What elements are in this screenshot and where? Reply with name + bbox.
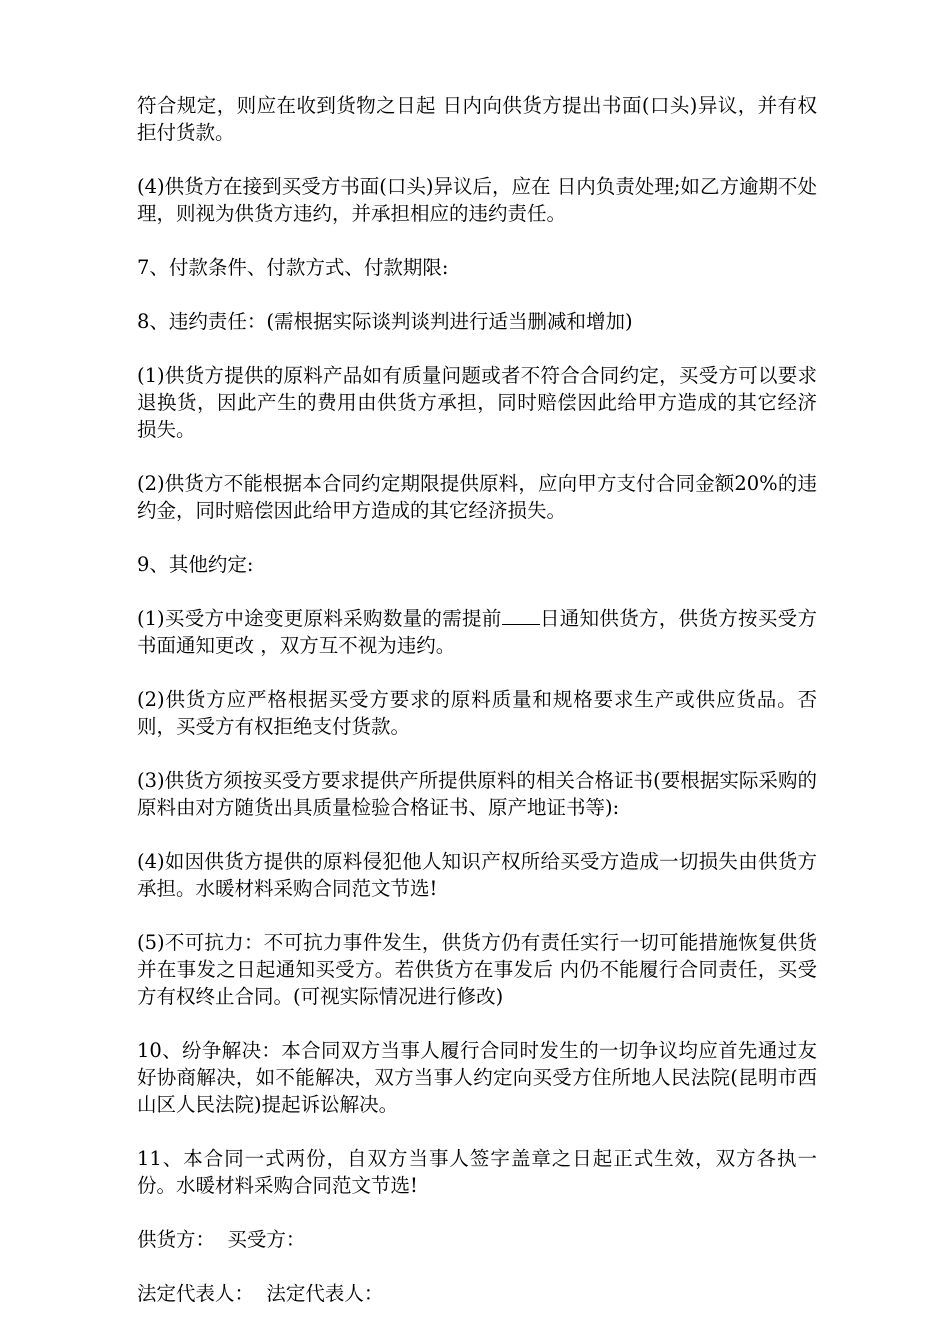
signature-parties-line [137, 1226, 817, 1253]
paragraph-dispute-resolution: 10、纷争解决：本合同双方当事人履行合同时发生的一切争议均应首先通过友好协商解决，如不能解决，双方当事人约定向买受方住所地人民法院(昆明市西山区人民法院)提起诉讼解决。 [137, 1039, 817, 1116]
paragraph-other-1 [137, 605, 817, 659]
heading-breach-liability: 8、违约责任：(需根据实际谈判谈判进行适当删减和增加) [137, 310, 633, 333]
clause-1-text-after: 日通知供货方，供货方按买受方书面通知更改 ，双方互不视为违约。 [137, 607, 817, 657]
document-page [137, 92, 817, 1334]
blank-days-field [502, 606, 540, 625]
paragraph-breach-1: (1)供货方提供的原料产品如有质量问题或者不符合合同约定，买受方可以要求退换货，因此产生的费用由供货方承担，同时赔偿因此给甲方造成的其它经济损失。 [137, 364, 817, 441]
paragraph-breach-2: (2)供货方不能根据本合同约定期限提供原料，应向甲方支付合同金额20%的违约金，同时赔偿因此给甲方造成的其它经济损失。 [137, 472, 817, 522]
paragraph-other-4: (4)如因供货方提供的原料侵犯他人知识产权所给买受方造成一切损失由供货方承担。水暖材料采购合同范文节选! [137, 850, 817, 900]
paragraph-clause-4-handling: (4)供货方在接到买受方书面(口头)异议后，应在 日内负责处理;如乙方逾期不处理，则视为供货方违约，并承担相应的违约责任。 [137, 175, 817, 225]
paragraph-copies-effect: 11、本合同一式两份，自双方当事人签字盖章之日起正式生效，双方各执一份。水暖材料采购合同范文节选! [137, 1147, 817, 1197]
heading-other-agreements: 9、其他约定: [137, 553, 254, 576]
paragraph-acceptance-objection: 符合规定，则应在收到货物之日起 日内向供货方提出书面(口头)异议，并有权拒付货款。 [137, 94, 817, 144]
buyer-rep-label: 法定代表人： [266, 1282, 384, 1305]
clause-1-text-before: (1)买受方中途变更原料采购数量的需提前 [137, 607, 502, 630]
buyer-label: 买受方： [227, 1228, 306, 1251]
supplier-rep-label: 法定代表人： [137, 1282, 255, 1305]
paragraph-other-3: (3)供货方须按买受方要求提供产所提供原料的相关合格证书(要根据实际采购的原料由对方随货出具质量检验合格证书、原产地证书等): [137, 769, 817, 819]
heading-payment-terms: 7、付款条件、付款方式、付款期限: [137, 256, 449, 279]
signature-representatives-line [137, 1280, 817, 1307]
paragraph-other-2: (2)供货方应严格根据买受方要求的原料质量和规格要求生产或供应货品。否则，买受方有权拒绝支付货款。 [137, 688, 817, 738]
supplier-label: 供货方： [137, 1228, 216, 1251]
paragraph-force-majeure: (5)不可抗力：不可抗力事件发生，供货方仍有责任实行一切可能措施恢复供货并在事发之日起通知买受方。若供货方在事发后 内仍不能履行合同责任，买受方有权终止合同。(可视实际情况进行修改) [137, 931, 817, 1008]
